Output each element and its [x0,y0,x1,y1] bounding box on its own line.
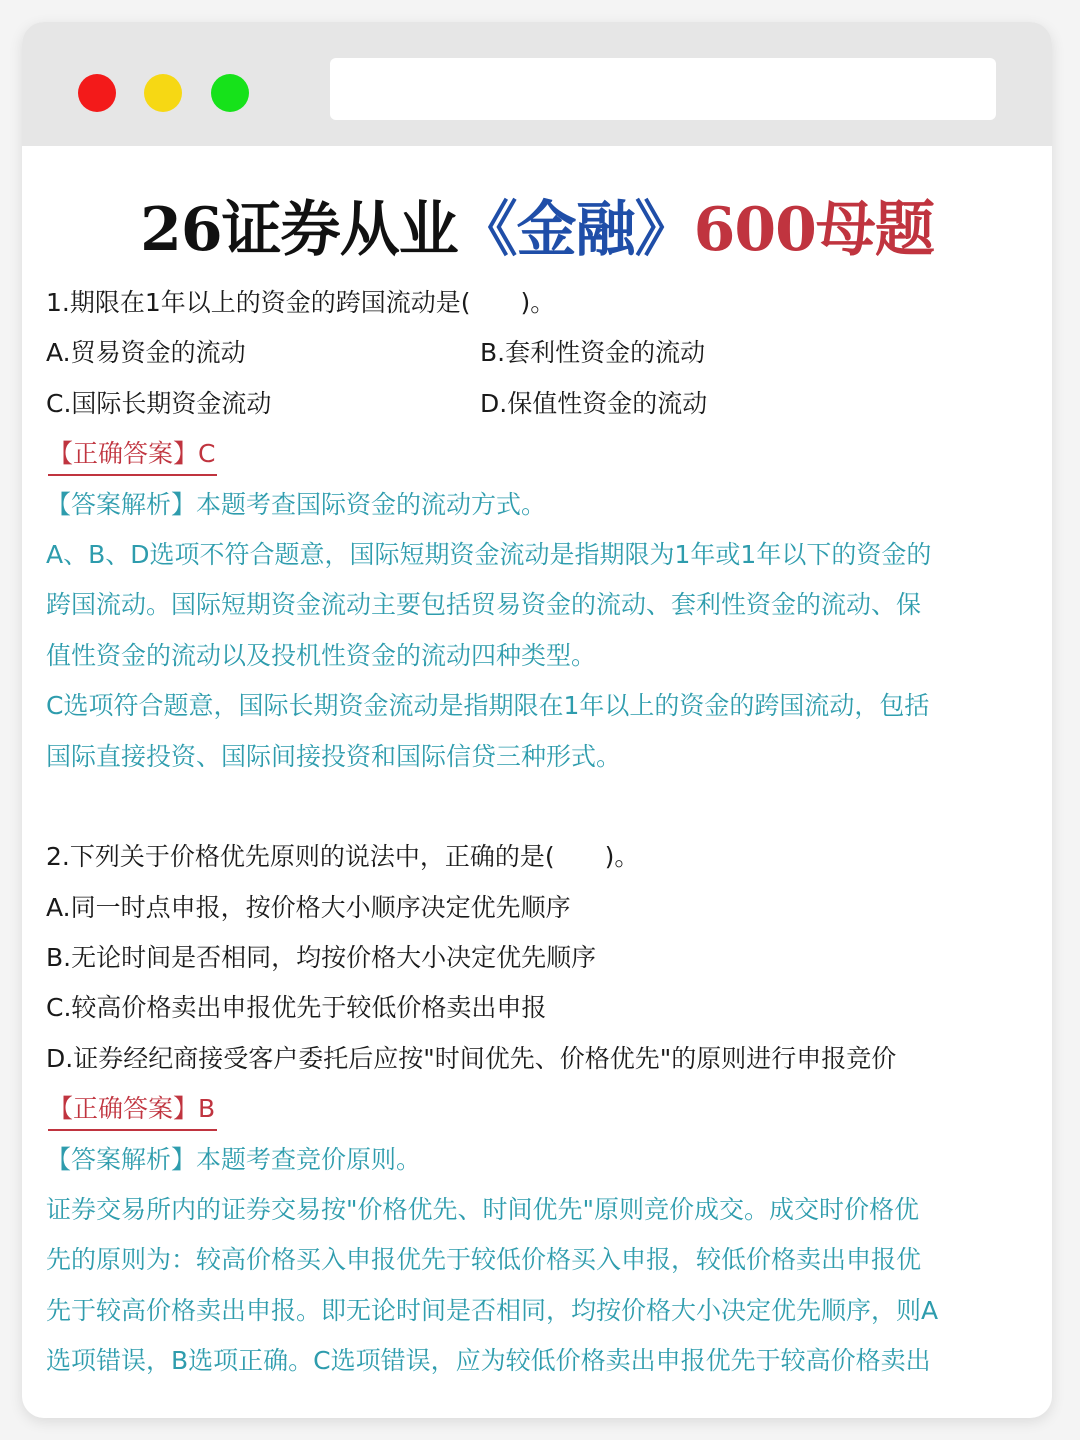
analysis-line: 证券交易所内的证券交易按"价格优先、时间优先"原则竞价成交。成交时价格优 [46,1195,920,1225]
option-b: B.套利性资金的流动 [480,338,706,368]
maximize-window-button[interactable] [211,74,249,112]
option-c: C.较高价格卖出申报优先于较低价格卖出申报 [46,993,547,1023]
close-window-button[interactable] [78,74,116,112]
analysis-line: C选项符合题意，国际长期资金流动是指期限在1年以上的资金的跨国流动，包括 [46,691,930,721]
title-part-subject: 《金融》 [457,195,694,265]
correct-answer [48,1084,1052,1134]
minimize-window-button[interactable] [144,74,182,112]
option-b: B.无论时间是否相同，均按价格大小决定优先顺序 [46,943,597,973]
correct-answer-text: 【正确答案】B [48,1089,217,1131]
analysis-line: A、B、D选项不符合题意，国际短期资金流动是指期限为1年或1年以下的资金的 [46,539,932,569]
question-stem: 1.期限在1年以上的资金的跨国流动是( )。 [46,288,556,317]
spacer [46,782,1052,832]
option-a: A.贸易资金的流动 [46,338,246,368]
analysis-line: 跨国流动。国际短期资金流动主要包括贸易资金的流动、套利性资金的流动、保 [46,590,922,620]
correct-answer [48,429,1052,479]
option-c: C.国际长期资金流动 [46,388,272,418]
question-content [46,278,1052,1387]
option-row [46,328,1052,378]
analysis-line: 先的原则为：较高价格买入申报优先于较低价格买入申报，较低价格卖出申报优 [46,1245,922,1275]
page-title [22,188,1052,272]
option-d: D.证券经纪商接受客户委托后应按"时间优先、价格优先"的原则进行申报竞价 [46,1043,897,1073]
analysis-line: 【答案解析】本题考查国际资金的流动方式。 [46,489,547,519]
browser-window [22,22,1052,1418]
title-part-exam: 26证券从业 [140,195,458,265]
option-a: A.同一时点申报，按价格大小顺序决定优先顺序 [46,892,571,922]
analysis-line: 值性资金的流动以及投机性资金的流动四种类型。 [46,640,597,670]
option-row [46,379,1052,429]
analysis-line: 国际直接投资、国际间接投资和国际信贷三种形式。 [46,741,622,771]
analysis-line: 选项错误，B选项正确。C选项错误，应为较低价格卖出申报优先于较高价格卖出 [46,1346,931,1376]
analysis-line: 【答案解析】本题考查竞价原则。 [46,1144,422,1174]
correct-answer-text: 【正确答案】C [48,434,217,476]
title-part-count: 600母题 [693,195,934,265]
question-stem: 2.下列关于价格优先原则的说法中，正确的是( )。 [46,842,640,872]
analysis-line: 先于较高价格卖出申报。即无论时间是否相同，均按价格大小决定优先顺序，则A [46,1295,939,1325]
window-titlebar [22,22,1052,146]
option-d: D.保值性资金的流动 [480,388,708,418]
address-bar[interactable] [330,58,996,120]
